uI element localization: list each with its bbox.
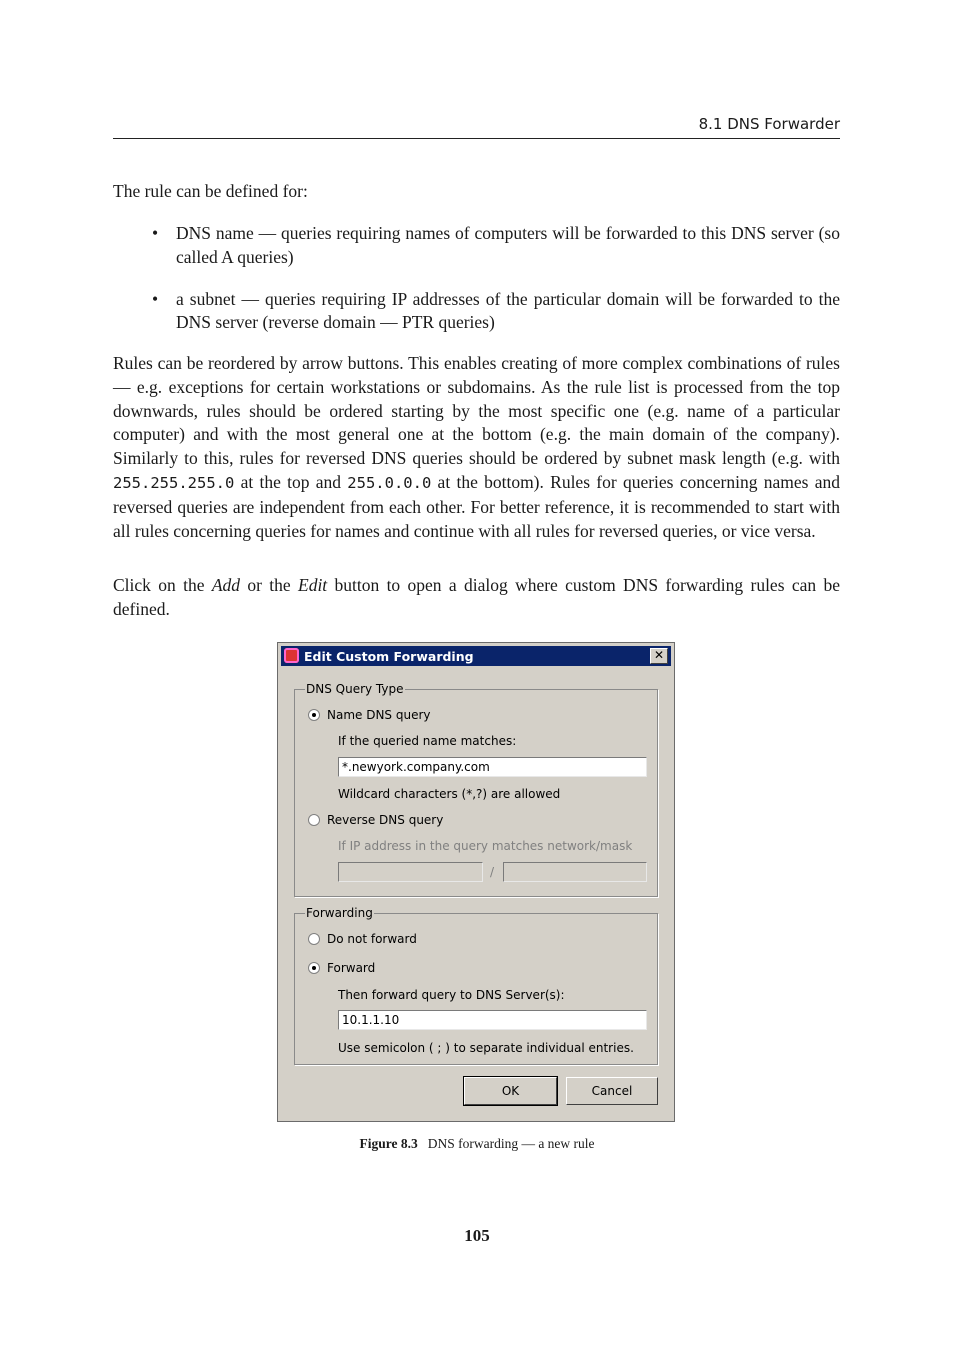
forward-label[interactable]: Forward xyxy=(327,961,376,975)
dialog-title: Edit Custom Forwarding xyxy=(304,649,474,664)
edit-term: Edit xyxy=(298,575,328,595)
name-match-prompt: If the queried name matches: xyxy=(338,734,517,748)
app-icon xyxy=(284,648,299,663)
close-icon[interactable]: ✕ xyxy=(650,648,668,664)
click-text-1: Click on the xyxy=(113,575,212,595)
wildcard-hint: Wildcard characters (*,?) are allowed xyxy=(338,787,561,801)
section-title: 8.1 DNS Forwarder xyxy=(698,115,840,133)
dns-server-input[interactable]: 10.1.1.10 xyxy=(338,1010,647,1030)
running-header xyxy=(113,114,840,139)
rules-text-1: Rules can be reordered by arrow buttons. This enables creating of more complex combinations of rules — e.g. exceptions for certain workstations or subdomains. As the rule list is processed from the top downwards, rules should be ordered starting by the most specific one (e.g. name of a particular computer) and with the most general one at the bottom (e.g. the main domain of the company). Similarly to this, rules for reversed DNS queries should be ordered by subnet mask length (e.g. with xyxy=(113,353,840,469)
name-dns-query-radio[interactable] xyxy=(308,709,320,721)
page-number: 105 xyxy=(464,1226,490,1245)
rules-paragraph xyxy=(113,352,840,543)
list-item-text: a subnet — queries requiring IP addresses of the particular domain will be forwarded to the DNS server (reverse domain — PTR queries) xyxy=(176,288,840,333)
rules-text-3: at the bottom). Rules for queries concerning names and reversed queries are independent from each other. For better reference, it is recommended to start with all rules concerning queries for names and continue with all rules for reversed queries, or vice versa. xyxy=(113,471,840,541)
bullet-marker: • xyxy=(152,223,159,243)
group-legend: Forwarding xyxy=(306,906,373,920)
mask-example-1: 255.255.255.0 xyxy=(113,473,235,492)
mask-example-2: 255.0.0.0 xyxy=(347,473,432,492)
figure-caption xyxy=(0,1136,954,1152)
figure-label: Figure 8.3 xyxy=(359,1136,418,1151)
bullet-marker: • xyxy=(152,288,159,309)
ok-button[interactable]: OK xyxy=(464,1077,557,1105)
edit-custom-forwarding-dialog xyxy=(277,642,675,1122)
reverse-dns-query-label[interactable]: Reverse DNS query xyxy=(327,813,444,827)
group-legend: DNS Query Type xyxy=(306,682,404,696)
do-not-forward-radio[interactable] xyxy=(308,933,320,945)
add-term: Add xyxy=(211,575,241,595)
dns-server-prompt: Then forward query to DNS Server(s): xyxy=(338,988,565,1002)
forward-radio[interactable] xyxy=(308,962,320,974)
network-input[interactable] xyxy=(338,862,483,882)
list-item xyxy=(113,222,840,270)
click-text-2: or the xyxy=(240,575,298,595)
cancel-button[interactable]: Cancel xyxy=(566,1077,658,1105)
name-match-input[interactable]: *.newyork.company.com xyxy=(338,757,647,777)
intro-text: The rule can be defined for: xyxy=(113,181,308,201)
click-text-3: button to open a dialog where custom DNS forwarding rules can be defined. xyxy=(113,575,840,619)
figure-caption-text: DNS forwarding — a new rule xyxy=(427,1136,595,1151)
do-not-forward-label[interactable]: Do not forward xyxy=(327,932,417,946)
intro-paragraph xyxy=(113,180,840,204)
bullet-list xyxy=(113,222,840,353)
mask-separator: / xyxy=(490,865,495,879)
list-item-text: DNS name — queries requiring names of computers will be forwarded to this DNS server (so called A queries) xyxy=(176,223,840,267)
reverse-match-prompt: If IP address in the query matches network/mask xyxy=(338,839,633,853)
reverse-dns-query-radio[interactable] xyxy=(308,814,320,826)
click-paragraph xyxy=(113,574,840,622)
dns-query-type-group xyxy=(294,682,658,897)
dialog-titlebar[interactable] xyxy=(281,646,671,666)
name-dns-query-label[interactable]: Name DNS query xyxy=(327,708,431,722)
forwarding-group xyxy=(294,906,658,1065)
dns-server-hint: Use semicolon ( ; ) to separate individual entries. xyxy=(338,1041,634,1055)
mask-input[interactable] xyxy=(503,862,647,882)
rules-text-2: at the top and xyxy=(234,471,348,492)
list-item xyxy=(113,288,840,336)
